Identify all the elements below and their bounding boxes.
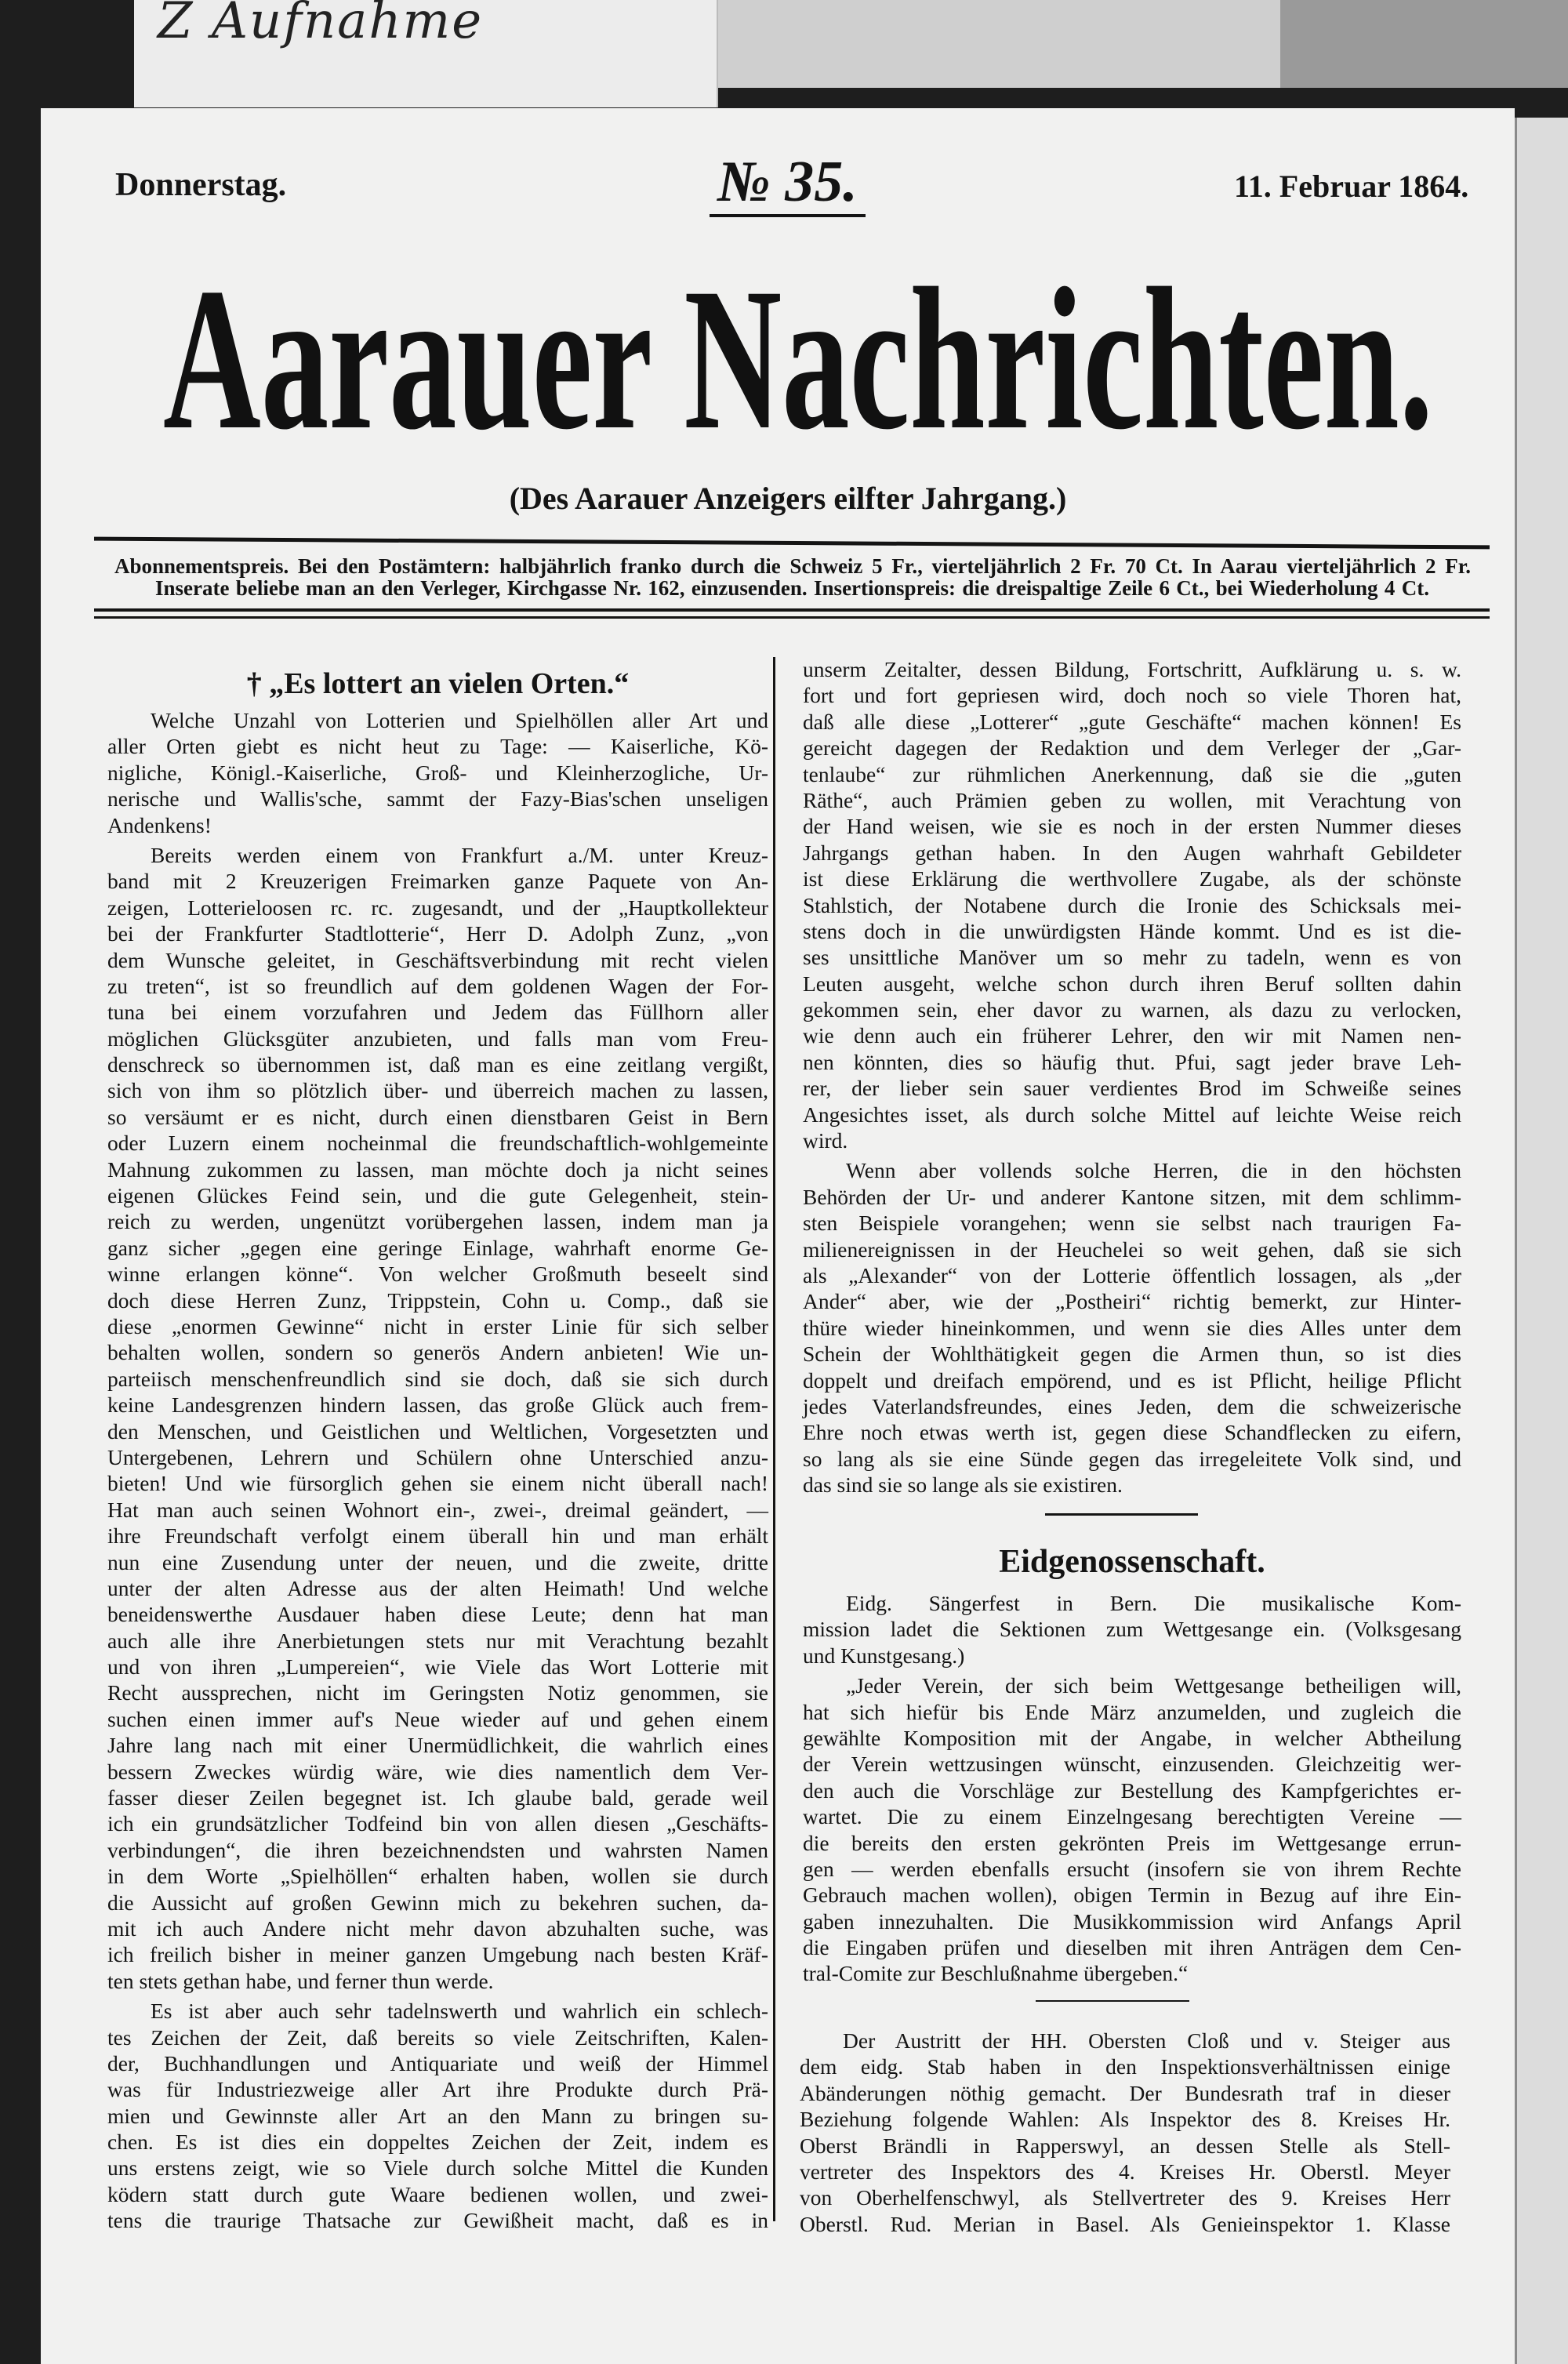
text-line: möglichen Glücksgüter anzubieten, und falls man vom Freu- — [107, 1026, 768, 1051]
text-line: Hat man auch seinen Wohnort ein-, zwei-, dreimal geändert, — — [107, 1497, 768, 1522]
text-line: rer, der lieber sein sauer verdientes Brod im Schweiße seines — [803, 1076, 1461, 1101]
text-line: uns erstens zeigt, wie so Viele durch solche Mittel die Kunden — [107, 2155, 768, 2181]
text-line: ses unsittliche Manöver um so mehr zu tadeln, wenn es von — [803, 945, 1461, 970]
text-line: fort und fort gepriesen wird, doch noch so viele Thoren hat, — [803, 683, 1461, 708]
text-line: nerische und Wallis'sche, sammt der Fazy-Bias'schen unseligen — [107, 786, 768, 812]
text-line: tuna bei einem vorzufahren und Jedem das Füllhorn aller — [107, 1000, 768, 1025]
text-line: gaben innezuhalten. Die Musikkommission wird Anfangs April — [803, 1908, 1461, 1934]
text-line: so lang als sie eine Sünde gegen das irregeleitete Volk sind, und — [803, 1446, 1461, 1471]
text-line: wird. — [803, 1128, 848, 1153]
text-line: Oberstl. Rud. Merian in Basel. Als Genieinspektor 1. Klasse — [800, 2211, 1450, 2236]
issue-date: 11. Februar 1864. — [1234, 169, 1469, 204]
text-line: aller Orten giebt es nicht heut zu Tage: — Kaiserliche, Kö- — [107, 734, 768, 759]
column-divider — [773, 657, 775, 2221]
paragraph — [803, 1672, 1461, 1987]
text-line: dem Wunsche geleitet, in Geschäftsverbindung mit recht vielen — [107, 947, 768, 972]
text-line: winne erlangen könne“. Von welcher Großmuth beseelt sind — [107, 1262, 768, 1287]
text-line: nen könnten, dies so häufig thut. Pfui, sagt jeder brave Leh- — [803, 1049, 1461, 1074]
weekday: Donnerstag. — [115, 167, 287, 203]
article-right-column — [803, 656, 1461, 1498]
handwritten-slip — [134, 0, 718, 107]
text-line: doppelt und dreifach empörend, und es ist Pflicht, heilige Pflicht — [803, 1367, 1461, 1393]
paragraph — [803, 1157, 1461, 1498]
text-line: beneidenswerthe Ausdauer haben diese Leute; denn hat man — [107, 1602, 768, 1627]
text-line: die Eingaben prüfen und dieselben mit ihren Anträgen dem Cen- — [803, 1935, 1461, 1960]
text-line: stens doch in die unwürdigsten Hände kommt. Und es ist die- — [803, 918, 1461, 943]
text-line: ist diese Erklärung die werthvollere Zugabe, als der schönste — [803, 866, 1461, 891]
text-line: ich ein grundsätzlicher Todfeind bin von allen diesen „Geschäfts- — [107, 1811, 768, 1836]
newspaper-title — [157, 231, 1443, 467]
text-line: Leuten ausgeht, welche schon durch ihren Beruf sollten dahin — [803, 971, 1461, 996]
text-line: Welche Unzahl von Lotterien und Spielhöllen aller Art und — [151, 708, 768, 732]
text-line: reich zu werden, ungenützt vorübergehen lassen, indem man ja — [107, 1209, 768, 1234]
text-line: „Jeder Verein, der sich beim Wettgesange betheiligen will, — [846, 1673, 1461, 1698]
text-line: was für Industriezweige aller Art ihre Produkte durch Prä- — [107, 2077, 768, 2102]
text-line: behalten wollen, sondern so generös Andern anbieten! Wie un- — [107, 1340, 768, 1365]
text-line: und von ihren „Lumpereien“, wie Viele das Wort Lotterie mit — [107, 1654, 768, 1679]
text-line: auch alle ihre Anerbietungen stets nur mit Verachtung bezahlt — [107, 1628, 768, 1653]
text-line: Abänderungen nöthig gemacht. Der Bundesrath traf in dieser — [800, 2080, 1450, 2105]
text-line: chen. Es ist dies ein doppeltes Zeichen der Zeit, indem es — [107, 2130, 768, 2155]
text-line: nun eine Zusendung unter der neuen, und die zweite, dritte — [107, 1549, 768, 1574]
text-line: doch diese Herren Zunz, Trippstein, Cohn u. Comp., daß sie — [107, 1287, 768, 1313]
double-rule-upper — [94, 608, 1490, 612]
text-line: dem eidg. Stab haben in den Inspektionsverhältnissen einige — [800, 2054, 1450, 2079]
paragraph — [800, 2028, 1450, 2237]
text-line: gekommen sein, eher davor zu warnen, als dazu zu verlocken, — [803, 997, 1461, 1022]
article-left-column — [107, 707, 768, 2234]
text-line: Gebrauch machen wollen), obigen Termin in Bezug auf ihre Ein- — [803, 1883, 1461, 1908]
text-line: ihre Freundschaft verfolgt einem überall hin und man erhält — [107, 1523, 768, 1549]
text-line: wartet. Die zu einem Einzelngesang berechtigten Vereine — — [803, 1804, 1461, 1829]
text-line: bessern Zweckes würdig wäre, wie dies namentlich dem Ver- — [107, 1759, 768, 1784]
text-line: ten stets gethan habe, und ferner thun werde. — [107, 1968, 494, 1993]
adjacent-page-edge — [1515, 118, 1568, 2364]
text-line: Räthe“, auch Prämien geben zu wollen, mit Verachtung von — [803, 787, 1461, 812]
text-line: Eidg. Sängerfest in Bern. Die musikalische Kom- — [846, 1591, 1461, 1615]
text-line: thüre wieder hineinkommen, und wenn sie dies Alles unter dem — [803, 1315, 1461, 1340]
text-line: Ehre noch etwas werth ist, gegen diese Schandflecken zu eifern, — [803, 1420, 1461, 1445]
staff-news — [800, 2028, 1450, 2237]
title-text: Aarauer Nachrichten. — [163, 246, 1433, 467]
text-line: jedes Vaterlandsfreundes, eines Jeden, dem die schweizerische — [803, 1393, 1461, 1418]
text-line: diese „enormen Gewinne“ nicht in erster Linie für sich selber — [107, 1313, 768, 1338]
article-heading: † „Es lottert an vielen Orten.“ — [246, 667, 630, 700]
text-line: Bereits werden einem von Frankfurt a./M. unter Kreuz- — [151, 842, 768, 867]
paragraph — [803, 656, 1461, 1153]
advertising-price: Inserate beliebe man an den Verleger, Kirchgasse Nr. 162, einzusenden. Insertionspreis: die dreispaltige Zeile 6 Ct., bei Wiederholung 4 Ct. — [155, 576, 1429, 600]
text-line: Angesichtes isset, als durch solche Mittel auf leichte Weise reich — [803, 1102, 1461, 1127]
text-line: ganz sicher „gegen eine geringe Einlage, wahrhaft enorme Ge- — [107, 1235, 768, 1260]
text-line: in dem Worte „Spielhöllen“ erhalten haben, wollen sie durch — [107, 1864, 768, 1889]
subscription-price: Abonnementspreis. Bei den Postämtern: halbjährlich franko durch die Schweiz 5 Fr., vierteljährlich 2 Fr. 70 Ct. In Aarau vierteljährlich 2 Fr. — [114, 554, 1471, 578]
text-line: Stahlstich, der Notabene durch die Ironie des Schicksals mei- — [803, 892, 1461, 917]
text-line: milienereignissen in der Heuchelei so weit gehen, daß sie sich — [803, 1236, 1461, 1262]
text-line: und Kunstgesang.) — [803, 1643, 965, 1668]
paragraph — [107, 842, 768, 1994]
text-line: gewählte Komposition mit der Angabe, in welcher Abtheilung — [803, 1725, 1461, 1750]
text-line: der Verein wettzusingen wünscht, einzusenden. Gleichzeitig wer- — [803, 1752, 1461, 1777]
text-line: Schein der Wohlthätigkeit gegen die Armen thun, so ist dies — [803, 1342, 1461, 1367]
text-line: keine Landesgrenzen hindern lassen, das große Glück auch frem- — [107, 1393, 768, 1418]
news-separator — [1036, 2000, 1189, 2002]
text-line: mien und Gewinnste aller Art an den Mann zu bringen su- — [107, 2103, 768, 2128]
text-line: denschreck so übernommen ist, daß man es eine zeitlang vergißt, — [107, 1052, 768, 1077]
text-line: wie denn auch ein früherer Lehrer, den wir mit Namen nen- — [803, 1023, 1461, 1048]
text-line: die bereits den ersten gekrönten Preis im Wettgesange errun- — [803, 1830, 1461, 1855]
text-line: Wenn aber vollends solche Herren, die in den höchsten — [846, 1158, 1461, 1183]
text-line: Andenkens! — [107, 812, 212, 837]
text-line: suchen einen immer auf's Neue wieder auf und gehen einem — [107, 1706, 768, 1731]
text-line: fasser dieser Zeilen begegnet ist. Ich glaube bald, gerade weil — [107, 1785, 768, 1810]
text-line: tens die traurige Thatsache zur Gewißheit macht, daß es in — [107, 2208, 768, 2233]
text-line: ködern statt durch gute Waare bedienen wollen, und zwei- — [107, 2181, 768, 2206]
section-heading: Eidgenossenschaft. — [999, 1544, 1265, 1580]
text-line: Mahnung zukommen zu lassen, man möchte doch ja nicht seines — [107, 1157, 768, 1182]
text-line: das sind sie so lange als sie existiren. — [803, 1473, 1123, 1498]
text-line: mission ladet die Sektionen zum Wettgesange ein. (Volksgesang — [803, 1617, 1461, 1642]
text-line: nigliche, Königl.-Kaiserliche, Groß- und Kleinherzogliche, Ur- — [107, 760, 768, 785]
text-line: den auch die Vorschläge zur Bestellung des Kampfgerichtes er- — [803, 1778, 1461, 1803]
text-line: unter der alten Adresse aus der alten Heimath! Und welche — [107, 1575, 768, 1600]
text-line: tes Zeichen der Zeit, daß bereits so viele Zeitschriften, Kalen- — [107, 2024, 768, 2050]
subtitle: (Des Aarauer Anzeigers eilfter Jahrgang.) — [509, 481, 1067, 516]
text-line: Ander“ aber, wie der „Postheiri“ richtig bemerkt, zur Hinter- — [803, 1289, 1461, 1314]
text-line: gen — werden ebenfalls ersucht (insofern sie von ihrem Rechte — [803, 1856, 1461, 1881]
text-line: tral-Comite zur Beschlußnahme übergeben.“ — [803, 1961, 1189, 1986]
text-line: Untergebenen, Lehrern und Schülern ohne Unterschied anzu- — [107, 1444, 768, 1469]
text-line: der, Buchhandlungen und Antiquariate und weiß der Himmel — [107, 2050, 768, 2075]
text-line: Jahrgangs gethan haben. In den Augen wahrhaft Gebildeter — [803, 840, 1461, 865]
handwritten-note: Z Aufnahme — [158, 0, 484, 50]
text-line: parteiisch menschenfreundlich sind sie doch, daß sie sich durch — [107, 1366, 768, 1391]
text-line: Der Austritt der HH. Obersten Cloß und v. Steiger aus — [843, 2028, 1450, 2053]
text-line: oder Luzern einem nocheinmal die freundschaftlich-wohlgemeinte — [107, 1131, 768, 1156]
text-line: der Hand weisen, wie sie es noch in der ersten Nummer dieses — [803, 814, 1461, 839]
section-separator — [1045, 1513, 1198, 1516]
text-line: bei der Frankfurter Stadtlotterie“, Herr D. Adolph Zunz, „von — [107, 921, 768, 946]
text-line: zu treten“, ist so freundlich auf dem goldenen Wagen der For- — [107, 973, 768, 998]
text-line: hat sich hiefür bis Ende März anzumelden, und zugleich die — [803, 1699, 1461, 1724]
text-line: die Aussicht auf großen Gewinn mich zu bekehren suchen, da- — [107, 1890, 768, 1915]
text-line: zeigen, Lotterieloosen rc. rc. zugesandt, und der „Hauptkollekteur — [107, 895, 768, 920]
text-line: Jahre lang nach mit einer Unermüdlichkeit, die wahrlich eines — [107, 1733, 768, 1758]
text-line: als „Alexander“ von der Lotterie öffentlich lossagen, als „der — [803, 1262, 1461, 1287]
text-line: unserm Zeitalter, dessen Bildung, Fortschritt, Aufklärung u. s. w. — [803, 657, 1461, 681]
text-line: sten Beispiele vorangehen; wenn sie selbst nach traurigen Fa- — [803, 1211, 1461, 1236]
issue-number: № 35. — [710, 153, 866, 217]
text-line: mit ich auch Andere nicht mehr davon abzuhalten suche, was — [107, 1916, 768, 1941]
double-rule-lower — [94, 616, 1490, 619]
text-line: den Menschen, und Geistlichen und Weltlichen, Vorgesetzten und — [107, 1418, 768, 1443]
text-line: vertreter des Inspektors des 4. Kreises Hr. Oberstl. Meyer — [800, 2159, 1450, 2184]
text-line: tenlaube“ zur rühmlichen Anerkennung, daß sie die „guten — [803, 761, 1461, 786]
text-line: band mit 2 Kreuzerigen Freimarken ganze Paquete von An- — [107, 869, 768, 894]
paragraph — [107, 707, 768, 838]
text-line: bieten! Und wie fürsorglich gehen sie einem nicht überall nach! — [107, 1471, 768, 1496]
text-line: Beziehung folgende Wahlen: Als Inspektor des 8. Kreises Hr. — [800, 2107, 1450, 2132]
text-line: sich von ihm so plötzlich über- und überreich machen zu lassen, — [107, 1078, 768, 1103]
text-line: Oberst Brändli in Rapperswyl, an dessen Stelle als Stell- — [800, 2133, 1450, 2158]
text-line: Recht aussprechen, nicht im Geringsten Notiz genommen, sie — [107, 1680, 768, 1705]
text-line: Behörden der Ur- und anderer Kantone sitzen, mit dem schlimm- — [803, 1184, 1461, 1209]
paragraph — [803, 1590, 1461, 1669]
text-line: so versäumt er es nicht, durch einen dienstbaren Geist in Bern — [107, 1104, 768, 1129]
saengerfest-news — [803, 1590, 1461, 1987]
paragraph — [107, 1998, 768, 2234]
text-line: Es ist aber auch sehr tadelnswerth und wahrlich ein schlech- — [151, 1999, 768, 2024]
background-shadow — [1280, 0, 1568, 88]
text-line: verbindungen“, die ihren bezeichnendsten und wahrsten Namen — [107, 1837, 768, 1862]
text-line: gereicht dagegen der Redaktion und dem Verleger der „Gar- — [803, 735, 1461, 761]
text-line: eigenen Glückes Feind sein, und die gute Gelegenheit, stein- — [107, 1183, 768, 1208]
text-line: daß alle diese „Lotterer“ „gute Geschäfte“ machen können! Es — [803, 709, 1461, 734]
text-line: von Oberhelfenschwyl, als Stellvertreter des 9. Kreises Herr — [800, 2185, 1450, 2210]
text-line: ich freilich bisher in meiner ganzen Umgebung nach besten Kräf- — [107, 1942, 768, 1967]
